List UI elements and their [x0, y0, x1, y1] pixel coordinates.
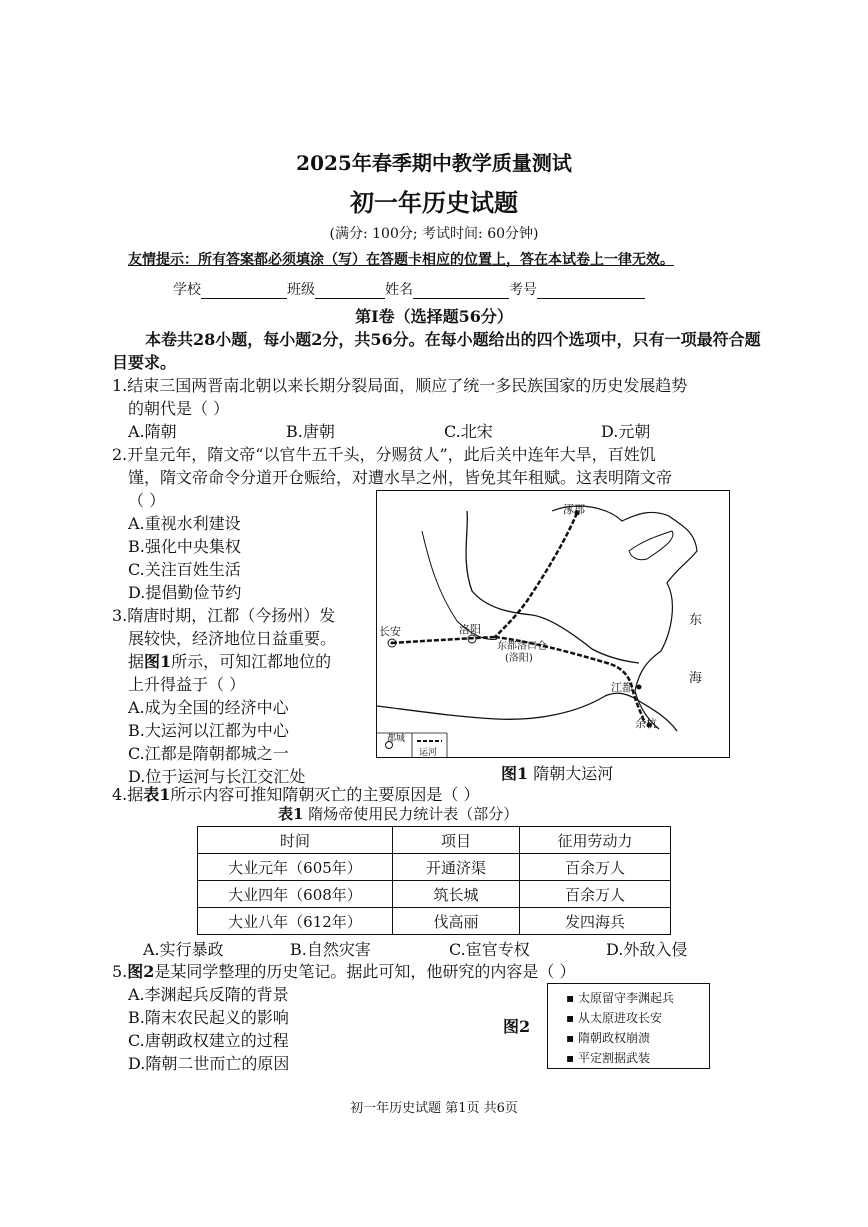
q2-stem-3: （ ） [128, 491, 166, 510]
q5-option-c: C.唐朝政权建立的过程 [128, 1031, 289, 1050]
map-label-jiangdu: 江都 [611, 681, 633, 694]
table-cell: 大业八年（612年） [198, 908, 393, 935]
table-cell: 发四海兵 [520, 908, 671, 935]
table-cell: 百余万人 [520, 854, 671, 881]
q5-figure-ref: 图2 [127, 962, 155, 981]
map-label-changan: 长安 [379, 625, 401, 638]
map-label-dong: 东 [689, 613, 703, 628]
school-blank [201, 284, 287, 299]
q4-option-b: B.自然灾害 [290, 940, 371, 959]
exam-info: (满分: 100分; 考试时间: 60分钟) [329, 226, 539, 242]
school-label: 学校 [173, 282, 201, 298]
table-cell: 筑长城 [393, 881, 520, 908]
q3-option-b: B.大运河以江都为中心 [128, 721, 289, 740]
q4-option-d: D.外敌入侵 [606, 940, 688, 959]
note-item: ▪ 太原留守李渊起兵 [566, 991, 674, 1005]
q3-option-d: D.位于运河与长江交汇处 [128, 767, 306, 786]
note-item: ▪ 隋朝政权崩溃 [566, 1031, 650, 1045]
map-label-zhuojun: 涿郡 [563, 503, 585, 516]
yangtze-river [377, 693, 677, 731]
subject-title: 初一年历史试题 [350, 188, 518, 217]
section-instruction-1: 本卷共28小题，每小题2分，共56分。在每小题给出的四个选项中，只有一项最符合题 [145, 330, 761, 349]
table-cell: 伐高丽 [393, 908, 520, 935]
q2-option-c: C.关注百姓生活 [128, 560, 241, 579]
table-header-labor: 征用劳动力 [520, 827, 671, 854]
q4-option-a: A.实行暴政 [143, 940, 224, 959]
q2-option-b: B.强化中央集权 [128, 537, 241, 556]
map-label-luoyang: 洛阳 [459, 623, 481, 636]
map-caption-fig: 图1 [501, 764, 529, 783]
map-label-yuhang: 余杭 [635, 717, 657, 730]
grand-canal-map [376, 490, 730, 758]
name-blank [413, 284, 509, 299]
exam-hint: 友情提示：所有答案都必须填涂（写）在答题卡相应的位置上，答在本试卷上一律无效。 [128, 252, 674, 268]
q3-stem-4: 上升得益于（ ） [128, 675, 246, 694]
section-instruction-2: 目要求。 [112, 353, 177, 372]
q2-option-d: D.提倡勤俭节约 [128, 583, 242, 602]
q1-stem-2: 的朝代是（ ） [128, 399, 230, 418]
class-blank [315, 284, 385, 299]
table-cell: 大业元年（605年） [198, 854, 393, 881]
legend-capital-label: 都城 [387, 734, 406, 744]
history-notes-box [547, 983, 710, 1069]
q2-option-a: A.重视水利建设 [128, 514, 241, 533]
id-label: 考号 [509, 282, 537, 298]
changan-dot [391, 642, 394, 645]
q3-option-a: A.成为全国的经济中心 [128, 698, 289, 717]
q5-option-d: D.隋朝二世而亡的原因 [128, 1054, 290, 1073]
q4-stem: 4.据表1所示内容可推知隋朝灭亡的主要原因是（ ） [112, 785, 480, 804]
labor-table [197, 826, 671, 935]
map-label-luoyang-note: (洛阳) [505, 653, 533, 664]
q1-option-b: B.唐朝 [286, 422, 335, 441]
q3-option-c: C.江都是隋朝都城之一 [128, 744, 289, 763]
q5-option-a: A.李渊起兵反隋的背景 [128, 985, 289, 1004]
legend-canal-label: 运河 [419, 748, 438, 758]
table-title-text: 隋炀帝使用民力统计表（部分） [308, 805, 519, 823]
student-info-row [173, 279, 645, 299]
guangtong-canal [392, 637, 495, 643]
q3-stem-2: 展较快，经济地位日益重要。 [128, 629, 337, 648]
table-cell: 百余万人 [520, 881, 671, 908]
q5-stem: 5.图2是某同学整理的历史笔记。据此可知，他研究的内容是（ ） [112, 962, 576, 981]
map-caption [501, 762, 613, 785]
table-title-label: 表1 [278, 805, 304, 823]
coastline [552, 506, 697, 729]
page-footer: 初一年历史试题 第1页 共6页 [350, 1101, 518, 1116]
map-label-hai: 海 [689, 671, 703, 686]
q4-option-c: C.宦官专权 [449, 940, 530, 959]
q2-stem-1: 2.开皇元年，隋文帝“以官牛五千头，分赐贫人”，此后关中连年大旱，百姓饥 [112, 445, 656, 464]
exam-title: 2025年春季期中教学质量测试 [296, 151, 572, 175]
q3-figure-ref: 图1 [144, 652, 172, 671]
q4-table-ref: 表1 [143, 785, 171, 804]
q1-option-d: D.元朝 [601, 422, 651, 441]
yongji-canal [495, 513, 577, 637]
map-label-luokou: 东都洛口仓 [497, 641, 547, 652]
table-header-time: 时间 [198, 827, 393, 854]
section-title: 第Ⅰ卷（选择题56分） [355, 307, 513, 326]
table-row [198, 908, 671, 935]
map-drawing [377, 491, 729, 757]
q1-stem-1: 1.结束三国两晋南北朝以来长期分裂局面，顺应了统一多民族国家的历史发展趋势 [112, 376, 688, 395]
table-header-project: 项目 [393, 827, 520, 854]
figure2-label: 图2 [503, 1017, 531, 1036]
q1-option-c: C.北宋 [444, 422, 493, 441]
jiangdu-marker [637, 685, 642, 690]
q2-stem-2: 馑，隋文帝命令分道开仓赈给，对遭水旱之州，皆免其年租赋。这表明隋文帝 [128, 468, 673, 487]
table-header-row [198, 827, 671, 854]
q3-stem-1: 3.隋唐时期，江都（今扬州）发 [112, 606, 336, 625]
name-label: 姓名 [385, 282, 413, 298]
table-cell: 大业四年（608年） [198, 881, 393, 908]
map-caption-text: 隋朝大运河 [533, 764, 614, 783]
class-label: 班级 [287, 282, 315, 298]
q5-option-b: B.隋末农民起义的影响 [128, 1008, 289, 1027]
table-cell: 开通济渠 [393, 854, 520, 881]
peninsula [629, 531, 673, 560]
yellow-river [466, 511, 639, 663]
table-row [198, 881, 671, 908]
q1-option-a: A.隋朝 [128, 422, 177, 441]
id-blank [537, 284, 645, 299]
table-row [198, 854, 671, 881]
note-item: ▪ 平定割据武装 [566, 1051, 650, 1065]
table-title [278, 803, 518, 826]
note-item: ▪ 从太原进攻长安 [566, 1011, 662, 1025]
q3-stem-3: 据图1所示，可知江都地位的 [128, 652, 332, 671]
